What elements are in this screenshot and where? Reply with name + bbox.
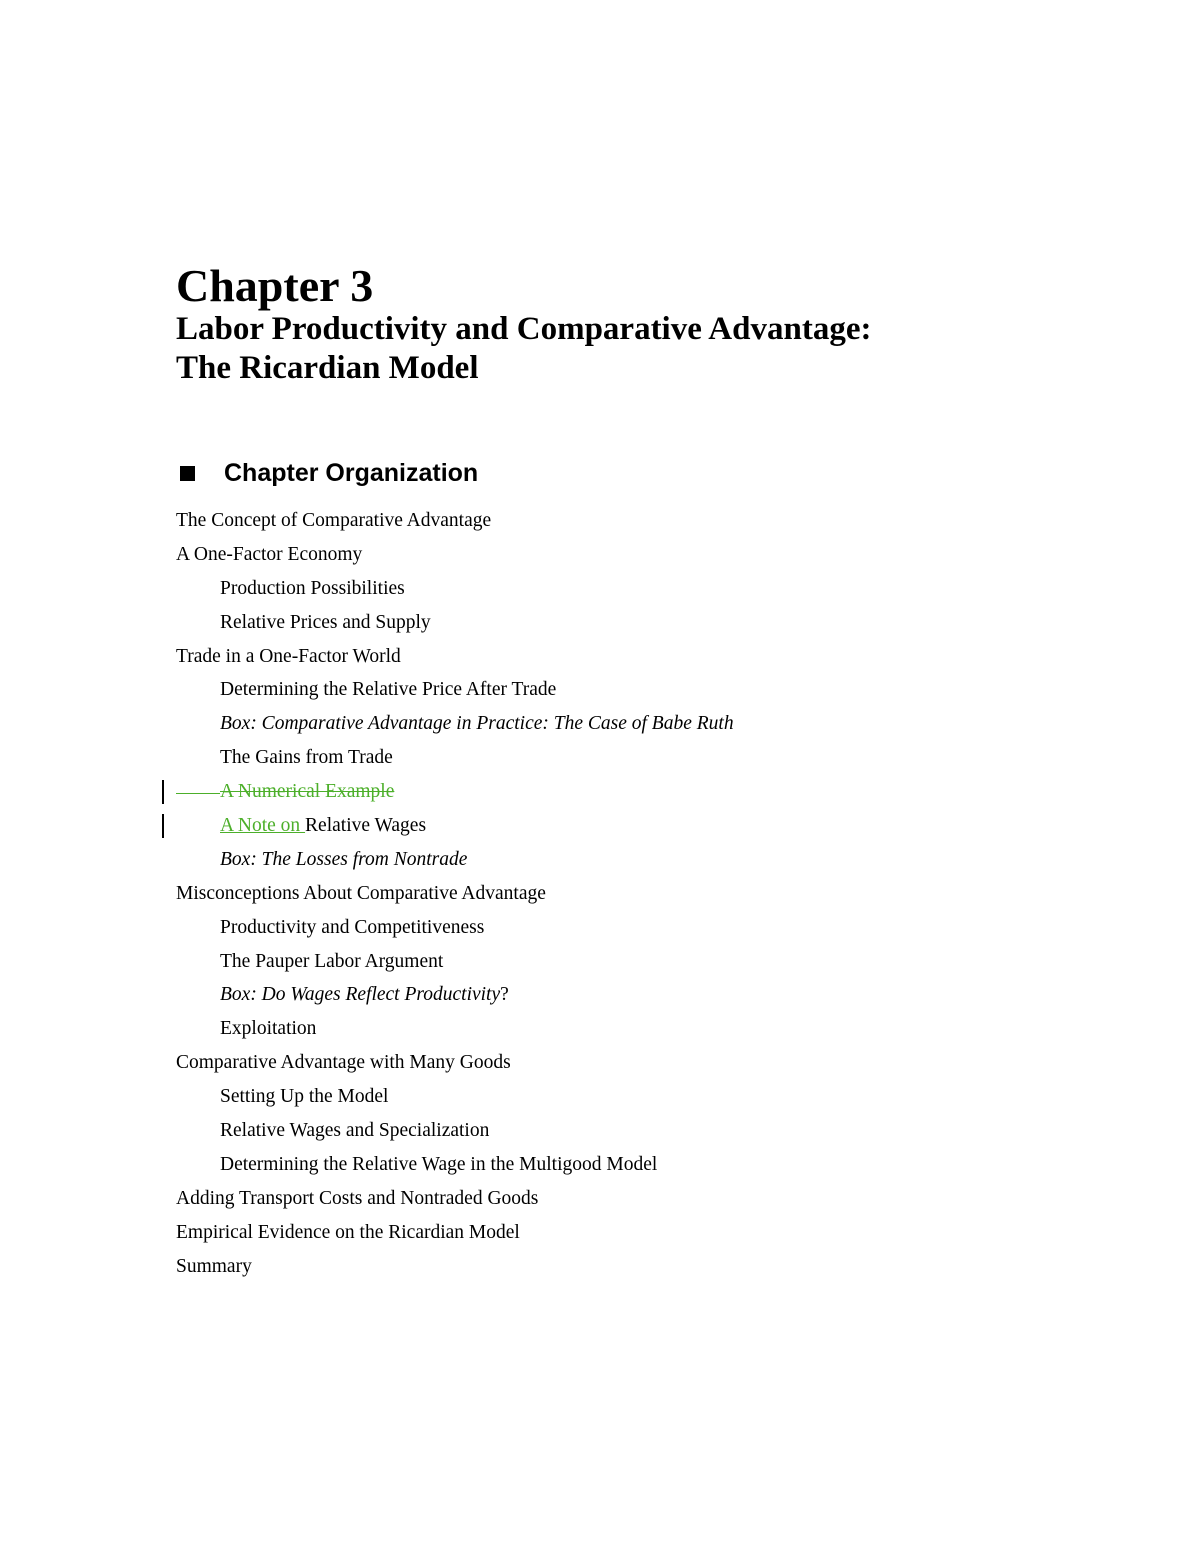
- section-heading-text: Chapter Organization: [224, 458, 479, 487]
- toc-subitem: The Gains from Trade: [220, 747, 393, 769]
- toc-item: Comparative Advantage with Many Goods: [176, 1052, 511, 1074]
- inserted-text: A Note on: [220, 815, 306, 837]
- chapter-organization-list: [176, 504, 1076, 1283]
- toc-item: Empirical Evidence on the Ricardian Model: [176, 1221, 520, 1243]
- chapter-title-line-2: The Ricardian Model: [176, 350, 479, 386]
- chapter-title-line-1: Labor Productivity and Comparative Advantage:: [176, 311, 872, 347]
- toc-subitem: Setting Up the Model: [220, 1086, 389, 1108]
- deleted-indent-strike: [176, 793, 220, 794]
- toc-item: Summary: [176, 1255, 252, 1277]
- toc-item: A One-Factor Economy: [176, 543, 363, 565]
- toc-item: Misconceptions About Comparative Advantage: [176, 882, 546, 904]
- toc-subitem: Exploitation: [220, 1018, 317, 1040]
- toc-item: The Concept of Comparative Advantage: [176, 510, 492, 531]
- chapter-title: [176, 310, 871, 388]
- toc-subitem-deleted: [176, 775, 1076, 809]
- toc-subitem: Relative Prices and Supply: [220, 611, 431, 633]
- toc-box-item: Box: Do Wages Reflect Productivity?: [220, 984, 509, 1006]
- toc-subitem: Relative Wages and Specialization: [220, 1120, 490, 1142]
- section-heading: [176, 456, 478, 490]
- change-bar-marker: [162, 780, 164, 804]
- toc-item: Trade in a One-Factor World: [176, 645, 401, 667]
- toc-subitem-revised: A Note on Relative Wages: [176, 809, 1076, 843]
- toc-subitem: Productivity and Competitiveness: [220, 916, 485, 938]
- toc-subitem: Determining the Relative Wage in the Multigood Model: [220, 1153, 658, 1175]
- square-bullet-icon: [180, 466, 195, 481]
- toc-subitem: Production Possibilities: [220, 577, 405, 599]
- chapter-number: Chapter 3: [176, 260, 374, 311]
- toc-subitem: Determining the Relative Price After Trade: [220, 679, 557, 701]
- toc-subitem: The Pauper Labor Argument: [220, 950, 444, 972]
- toc-box-item: Box: Comparative Advantage in Practice: The Case of Babe Ruth: [220, 713, 734, 735]
- change-bar-marker: [162, 814, 164, 838]
- toc-box-item: Box: The Losses from Nontrade: [220, 848, 468, 870]
- deleted-text: A Numerical Example: [220, 781, 395, 803]
- toc-item: Adding Transport Costs and Nontraded Goods: [176, 1187, 539, 1209]
